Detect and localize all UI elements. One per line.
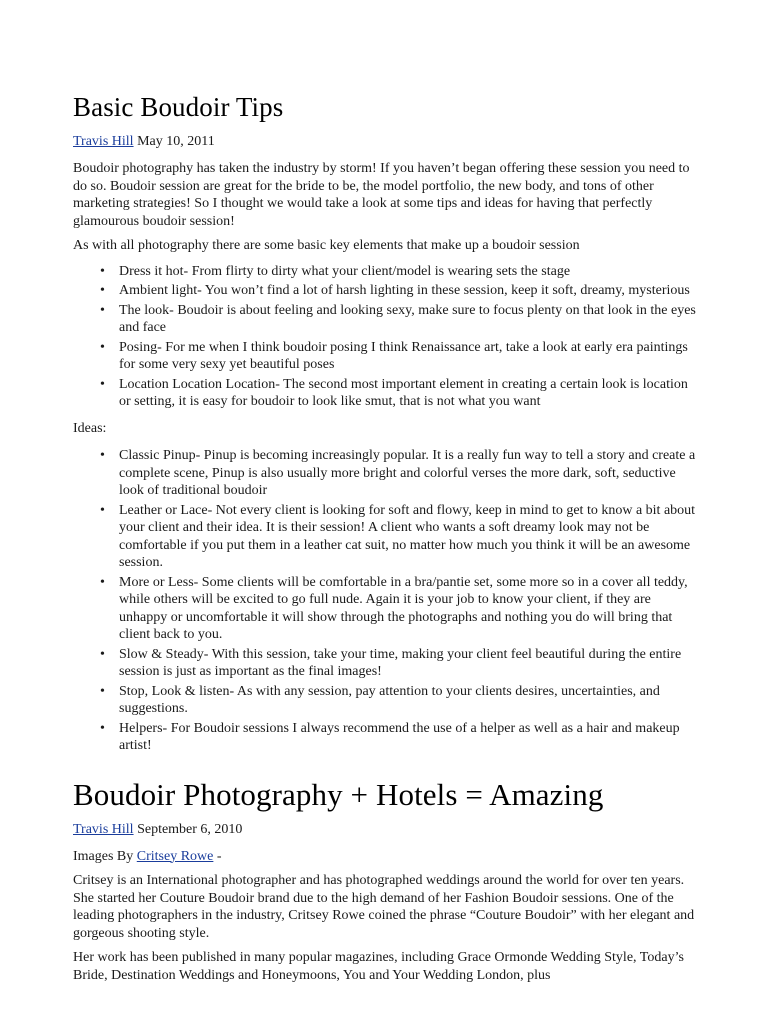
list-item: • Posing- For me when I think boudoir posing I think Renaissance art, take a look at early era paintings for some very sexy yet beautiful poses (100, 339, 688, 372)
list-item: • Slow & Steady- With this session, take your time, making your client feel beautiful during the entire session is just as important as the final images! (100, 646, 682, 679)
post-meta (73, 821, 697, 839)
post-title: Boudoir Photography + Hotels = Amazing (73, 776, 604, 812)
author-link[interactable]: Travis Hill (73, 134, 134, 149)
image-credit: Images By Critsey Rowe - (73, 848, 222, 864)
bullet-icon: • (100, 376, 105, 392)
ideas-list (73, 447, 697, 755)
post-intro: Boudoir photography has taken the industry by storm! If you haven’t began offering these session you need to do so. Boudoir session are great for the bride to be, the model portfolio, the new body, and tons of other marketing strategies! So I thought we would take a look at some tips and ideas for having that perfectly glamourous boudoir session! (73, 161, 690, 229)
ideas-label: Ideas: (73, 420, 107, 436)
list-item: • Dress it hot- From flirty to dirty what your client/model is wearing sets the stage (100, 263, 571, 279)
author-link[interactable]: Travis Hill (73, 821, 134, 837)
list-item: • More or Less- Some clients will be comfortable in a bra/pantie set, some more so in a cover all teddy, while others will be excited to go full nude. Again it is your job to know your client, if they are unhappy or uncomfortable it will show through the photographs and nothing you do will bring that client back to you. (100, 574, 688, 642)
bullet-icon: • (100, 683, 105, 699)
list-item: • The look- Boudoir is about feeling and looking sexy, make sure to focus plenty on that look in the eyes and face (100, 302, 696, 335)
list-item: • Classic Pinup- Pinup is becoming increasingly popular. It is a really fun way to tell a story and create a complete scene, Pinup is also usually more bright and colorful verses the more dark, soft, seductive look of traditional boudoir (100, 448, 696, 498)
post-paragraph: Her work has been published in many popular magazines, including Grace Ormonde Wedding Style, Today’s Bride, Destination Weddings and Honeymoons, You and Your Wedding London, plus (73, 950, 684, 983)
photographer-link[interactable]: Critsey Rowe (136, 848, 214, 864)
post-lead: As with all photography there are some basic key elements that make up a boudoir session (73, 238, 580, 253)
bullet-icon: • (100, 302, 105, 318)
bullet-icon: • (100, 448, 105, 463)
bullet-icon: • (100, 574, 105, 590)
post-date: May 10, 2011 (137, 134, 215, 149)
post-title: Basic Boudoir Tips (73, 92, 284, 122)
bullet-icon: • (100, 263, 105, 279)
bullet-icon: • (100, 720, 105, 736)
post-meta (73, 133, 697, 151)
bullet-icon: • (100, 502, 105, 518)
post-paragraph: Critsey is an International photographer and has photographed weddings around the world for over ten years. She started her Couture Boudoir brand due to the high demand of her Fashion Boudoir sessions. One of the leading photographers in the industry, Critsey Rowe coined the phrase “Couture Boudoir” with her elegant and gorgeous shooting style. (73, 873, 695, 941)
bullet-icon: • (100, 283, 105, 298)
list-item: • Location Location Location- The second most important element in creating a certain look is location or setting, it is easy for boudoir to look like smut, that is not what you want (100, 376, 688, 409)
post-date: September 6, 2010 (137, 821, 243, 837)
bullet-icon: • (100, 339, 105, 355)
list-item: • Ambient light- You won’t find a lot of harsh lighting in these session, keep it soft, dreamy, mysterious (100, 283, 690, 298)
tips-list (73, 263, 697, 411)
document-page (73, 0, 697, 984)
list-item: • Helpers- For Boudoir sessions I always recommend the use of a helper as well as a hair and makeup artist! (100, 720, 680, 753)
bullet-icon: • (100, 646, 105, 662)
list-item: • Stop, Look & listen- As with any session, pay attention to your clients desires, uncertainties, and suggestions. (100, 683, 660, 716)
list-item: • Leather or Lace- Not every client is looking for soft and flowy, keep in mind to get to know a bit about your client and their idea. It is their session! A client who wants a soft dreamy look may not be comfortable if you put them in a leather cat suit, no matter how much you think it will be an awesome session. (100, 502, 696, 570)
